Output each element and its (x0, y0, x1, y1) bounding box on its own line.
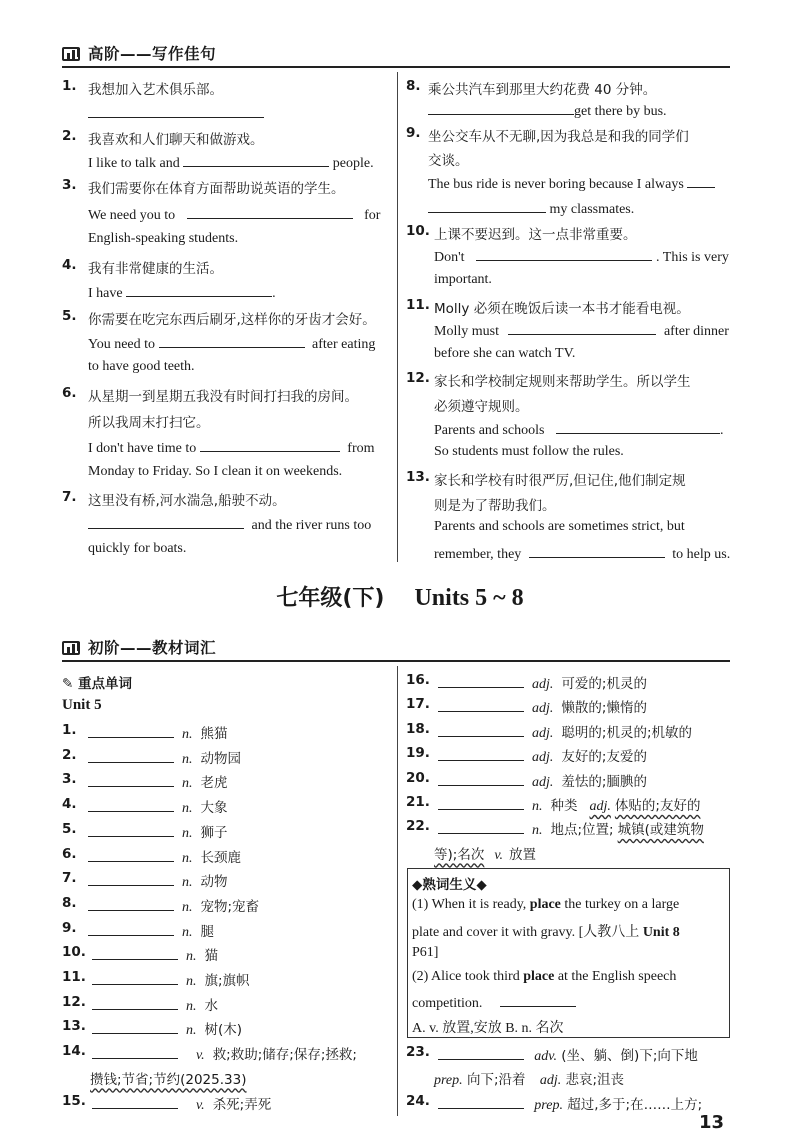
unit-title-cn: 七年级(下) (276, 586, 385, 611)
word-row (406, 672, 647, 693)
answer-blank[interactable] (88, 773, 174, 787)
answer-blank[interactable] (500, 993, 576, 1007)
answer-blank[interactable] (428, 199, 546, 213)
answer-blank[interactable] (88, 724, 174, 738)
word-meaning: 城镇(或建筑物 (617, 822, 704, 839)
answer-blank[interactable] (92, 1095, 178, 1109)
item-number: 8. (406, 78, 421, 94)
answer-blank[interactable] (428, 101, 574, 115)
word-meaning: 友好的;友爱的 (561, 749, 647, 766)
word-meaning: 杀死;弄死 (212, 1096, 272, 1113)
answer-blank[interactable] (556, 420, 720, 434)
sentence-text: I like to talk and (88, 156, 180, 171)
answer-blank[interactable] (476, 247, 652, 261)
sentence-text: We need you to (88, 208, 176, 223)
word-row (62, 747, 241, 768)
word-meaning: 超过,多于;在……上方; (567, 1097, 703, 1113)
item-prompt: 坐公交车从不无聊,因为我总是和我的同学们 (428, 129, 689, 145)
word-row (62, 994, 218, 1015)
sentence-text: from (347, 441, 375, 456)
item-number: 21. (406, 794, 430, 810)
answer-blank[interactable] (88, 104, 264, 118)
answer-blank[interactable] (88, 897, 174, 911)
part-of-speech: v. (196, 1048, 205, 1064)
word-row (62, 796, 228, 817)
word-row (62, 920, 214, 941)
section-header-advanced (62, 42, 730, 68)
word-row (406, 721, 692, 742)
part-of-speech: adj. (589, 799, 611, 814)
part-of-speech: n. (182, 850, 193, 866)
item-prompt: 我们需要你在体育方面帮助说英语的学生。 (88, 181, 345, 197)
item-prompt: 则是为了帮助我们。 (434, 498, 556, 514)
box-text: Unit 8 (642, 925, 680, 940)
item-prompt: Molly 必须在晚饭后读一本书才能看电视。 (434, 301, 690, 317)
word-meaning: 长颈鹿 (200, 849, 241, 866)
word-meaning: 地点;位置; (550, 822, 614, 839)
box-text: the turkey on a large (564, 897, 680, 912)
sentence-text: remember, they (434, 547, 522, 562)
word-meaning: 熊猫 (200, 726, 228, 742)
answer-blank[interactable] (187, 205, 353, 219)
item-prompt: 你需要在吃完东西后刷牙,这样你的牙齿才会好。 (88, 312, 376, 328)
word-row (406, 745, 647, 766)
word-row (62, 821, 228, 842)
sentence-text: to have good teeth. (88, 359, 195, 374)
answer-blank[interactable] (88, 848, 174, 862)
box-text: P61] (412, 945, 439, 960)
sentence-text: my classmates. (549, 202, 635, 217)
word-row (62, 722, 228, 743)
item-prompt: 上课不要迟到。这一点非常重要。 (434, 227, 637, 243)
part-of-speech: n. (186, 998, 197, 1014)
item-prompt: 这里没有桥,河水湍急,船驶不动。 (88, 493, 286, 509)
answer-blank[interactable] (438, 796, 524, 810)
sentence-text: after eating (312, 337, 376, 352)
sentence-text: I don't have time to (88, 441, 197, 456)
part-of-speech: adj. (532, 725, 554, 741)
sentence-text: after dinner (663, 324, 729, 339)
part-of-speech: n. (182, 801, 193, 817)
item-number: 6. (62, 385, 77, 401)
part-of-speech: adj. (539, 1073, 562, 1088)
section-title: 高阶——写作佳句 (88, 45, 217, 63)
sentence-text: . (272, 286, 276, 301)
item-number: 9. (406, 125, 421, 141)
word-meaning-box (407, 868, 730, 1038)
section-header-basic (62, 636, 730, 662)
item-number: 9. (62, 919, 77, 936)
pencil-icon: ✎ (62, 676, 74, 692)
item-prompt: 乘公共汽车到那里大约花费 40 分钟。 (428, 82, 657, 98)
sentence-text: important. (434, 272, 492, 287)
subheader: 重点单词 (78, 676, 133, 692)
item-number: 17. (406, 696, 430, 713)
word-meaning: 等);名次 (434, 846, 485, 863)
answer-blank[interactable] (92, 1045, 178, 1059)
word-row (62, 870, 228, 891)
diamond-icon: ◆ (476, 877, 487, 893)
word-meaning: 水 (204, 997, 218, 1014)
item-number: 23. (406, 1044, 430, 1060)
part-of-speech: n. (182, 727, 193, 742)
sentence-text: for (364, 208, 381, 223)
part-of-speech: v. (494, 847, 504, 863)
unit-title (0, 581, 800, 612)
sentence-text: people. (332, 156, 374, 171)
unit-title-en: Units 5 ~ 8 (414, 585, 524, 611)
part-of-speech: n. (186, 1023, 197, 1039)
sentence-text: You need to (88, 337, 156, 352)
sentence-text: quickly for boats. (88, 541, 187, 556)
word-row (62, 846, 241, 867)
item-prompt: 我喜欢和人们聊天和做游戏。 (88, 132, 264, 148)
item-number: 22. (406, 818, 430, 835)
item-prompt: 交谈。 (428, 153, 469, 169)
answer-blank[interactable] (88, 798, 174, 812)
part-of-speech: n. (186, 949, 197, 965)
item-number: 8. (62, 894, 77, 911)
box-text: at the English speech (557, 969, 677, 984)
item-prompt: 必须遵守规则。 (434, 399, 529, 415)
item-number: 5. (62, 820, 77, 837)
word-row (62, 1043, 357, 1064)
item-number: 12. (406, 370, 430, 386)
keyword: place (529, 897, 561, 912)
answer-blank[interactable] (438, 1095, 524, 1109)
part-of-speech: n. (182, 776, 193, 792)
sentence-text: English-speaking students. (88, 231, 239, 246)
item-number: 13. (62, 1018, 86, 1035)
word-meaning: 懒散的;懒惰的 (561, 700, 647, 717)
item-number: 4. (62, 796, 77, 813)
part-of-speech: v. (196, 1097, 205, 1113)
word-row (406, 770, 647, 791)
word-row (406, 818, 704, 839)
word-meaning: 可爱的;机灵的 (561, 676, 647, 692)
answer-blank[interactable] (200, 438, 340, 452)
sentence-text: Parents and schools (434, 423, 545, 438)
sentence-text: Monday to Friday. So I clean it on weekends. (88, 464, 343, 479)
answer-blank[interactable] (508, 321, 656, 335)
answer-blank[interactable] (438, 747, 524, 761)
answer-blank[interactable] (529, 544, 665, 558)
item-number: 11. (406, 297, 430, 313)
part-of-speech: n. (182, 751, 193, 767)
item-number: 3. (62, 177, 77, 193)
answer-blank[interactable] (438, 698, 524, 712)
word-meaning: 种类 (550, 798, 578, 814)
part-of-speech: adj. (532, 701, 554, 717)
item-number: 20. (406, 769, 430, 786)
part-of-speech: prep. (534, 1098, 563, 1113)
answer-blank[interactable] (159, 334, 305, 348)
answer-blank[interactable] (92, 946, 178, 960)
word-row (62, 895, 259, 916)
box-text: plate and cover it with gravy. [人教八上 (412, 925, 640, 940)
item-prompt: 所以我周末打扫它。 (88, 415, 210, 431)
word-meaning: 树(木) (204, 1022, 243, 1039)
answer-blank[interactable] (92, 1020, 178, 1034)
word-row (62, 944, 218, 965)
word-row (62, 771, 228, 792)
part-of-speech: n. (182, 875, 193, 891)
part-of-speech: n. (182, 899, 193, 915)
item-number: 10. (406, 223, 430, 239)
item-number: 19. (406, 745, 430, 762)
part-of-speech: adj. (532, 750, 554, 766)
item-number: 12. (62, 993, 86, 1010)
item-number: 4. (62, 257, 77, 273)
item-number: 18. (406, 720, 430, 737)
answer-blank[interactable] (88, 872, 174, 886)
sentence-text: before she can watch TV. (434, 346, 576, 361)
word-row (406, 696, 647, 717)
sentence-text: . This is very (656, 250, 729, 265)
sentence-text: The bus ride is never boring because I always (428, 177, 684, 192)
item-number: 11. (62, 969, 86, 985)
item-number: 1. (62, 722, 77, 738)
word-meaning: 动物园 (200, 750, 241, 767)
sentence-text: Parents and schools are sometimes strict, but (434, 519, 685, 534)
item-prompt: 家长和学校制定规则来帮助学生。所以学生 (434, 374, 691, 390)
item-number: 1. (62, 78, 77, 94)
answer-blank[interactable] (126, 283, 272, 297)
word-meaning: 聪明的;机灵的;机敏的 (561, 724, 692, 741)
word-row (62, 1018, 242, 1039)
answer-blank[interactable] (438, 674, 524, 688)
word-meaning: 腿 (200, 923, 214, 940)
sentence-text: to help us. (672, 547, 731, 562)
item-prompt: 我有非常健康的生活。 (88, 261, 223, 277)
item-number: 10. (62, 944, 86, 961)
answer-blank[interactable] (438, 723, 524, 737)
item-number: 15. (62, 1092, 86, 1109)
answer-blank[interactable] (92, 971, 178, 985)
answer-blank[interactable] (92, 996, 178, 1010)
item-number: 7. (62, 870, 77, 887)
word-meaning: 动物 (200, 874, 228, 891)
section-title: 初阶——教材词汇 (88, 639, 217, 657)
word-meaning: 老虎 (200, 775, 228, 792)
box-text: (1) When it is ready, (412, 897, 527, 912)
sentence-text: Molly must (434, 324, 499, 339)
box-text: (2) Alice took third (412, 969, 520, 984)
part-of-speech: adj. (532, 774, 554, 790)
word-meaning: 攒钱;节省;节约(2025.33) (90, 1071, 247, 1088)
word-meaning: 体贴的;友好的 (614, 798, 701, 814)
word-meaning: 悲哀;沮丧 (565, 1072, 625, 1088)
unit-label: Unit 5 (62, 697, 102, 713)
item-number: 5. (62, 308, 77, 324)
word-row (62, 969, 250, 990)
word-meaning: 宠物;宠畜 (200, 898, 260, 915)
box-options: A. v. 放置,安放 B. n. 名次 (412, 1021, 564, 1036)
part-of-speech: adj. (532, 677, 554, 692)
item-number: 13. (406, 469, 430, 485)
answer-blank[interactable] (88, 823, 174, 837)
part-of-speech: n. (182, 825, 193, 841)
sentence-text: get there by bus. (574, 104, 667, 119)
word-meaning: 旗;旗帜 (204, 973, 250, 989)
part-of-speech: n. (532, 823, 543, 839)
diamond-icon: ◆ (412, 877, 423, 893)
answer-blank[interactable] (183, 153, 329, 167)
word-meaning: 救;救助;储存;保存;拯救; (212, 1047, 357, 1064)
sentence-text: I have (88, 286, 123, 301)
item-number: 2. (62, 128, 77, 144)
word-meaning: 羞怯的;腼腆的 (561, 773, 647, 790)
column-divider (397, 72, 398, 562)
keyword: place (523, 969, 555, 984)
word-row-continued (90, 1068, 246, 1088)
box-text: competition. (412, 996, 483, 1011)
column-divider (397, 666, 398, 1116)
part-of-speech: prep. (434, 1073, 463, 1088)
item-number: 3. (62, 771, 77, 788)
item-number: 6. (62, 845, 77, 862)
item-prompt: 家长和学校有时很严厉,但记住,他们制定规 (434, 473, 686, 489)
word-meaning: 放置 (509, 846, 537, 863)
item-number: 24. (406, 1093, 430, 1109)
item-number: 7. (62, 489, 77, 505)
word-row (62, 1093, 271, 1114)
answer-blank[interactable] (88, 749, 174, 763)
item-prompt: 从星期一到星期五我没有时间打扫我的房间。 (88, 389, 358, 405)
sentence-text: . (719, 423, 724, 438)
answer-blank[interactable] (438, 820, 524, 834)
item-number: 14. (62, 1043, 86, 1060)
box-title: 熟词生义 (422, 877, 477, 893)
item-prompt: 我想加入艺术俱乐部。 (88, 82, 223, 98)
word-row (406, 794, 700, 815)
item-number: 2. (62, 746, 77, 763)
item-number: 16. (406, 672, 430, 688)
answer-blank[interactable] (438, 1046, 524, 1060)
word-meaning: (坐、躺、倒)下;向下地 (561, 1048, 698, 1064)
answer-blank[interactable] (438, 772, 524, 786)
page-number: 13 (698, 1112, 724, 1133)
chart-icon (62, 641, 80, 655)
answer-blank[interactable] (88, 922, 174, 936)
word-meaning: 向下;沿着 (466, 1072, 526, 1088)
word-meaning: 狮子 (200, 824, 228, 841)
chart-icon (62, 47, 80, 61)
sentence-text: Don't (434, 250, 465, 265)
word-meaning: 猫 (204, 948, 218, 965)
part-of-speech: n. (186, 974, 197, 989)
part-of-speech: n. (532, 799, 543, 814)
word-row-continued (434, 843, 536, 864)
sentence-text: and the river runs too (251, 518, 372, 533)
sentence-text: So students must follow the rules. (434, 444, 624, 459)
part-of-speech: n. (182, 924, 193, 940)
part-of-speech: adv. (534, 1049, 557, 1064)
answer-blank[interactable] (687, 174, 715, 188)
word-meaning: 大象 (200, 800, 228, 817)
answer-blank[interactable] (88, 515, 244, 529)
